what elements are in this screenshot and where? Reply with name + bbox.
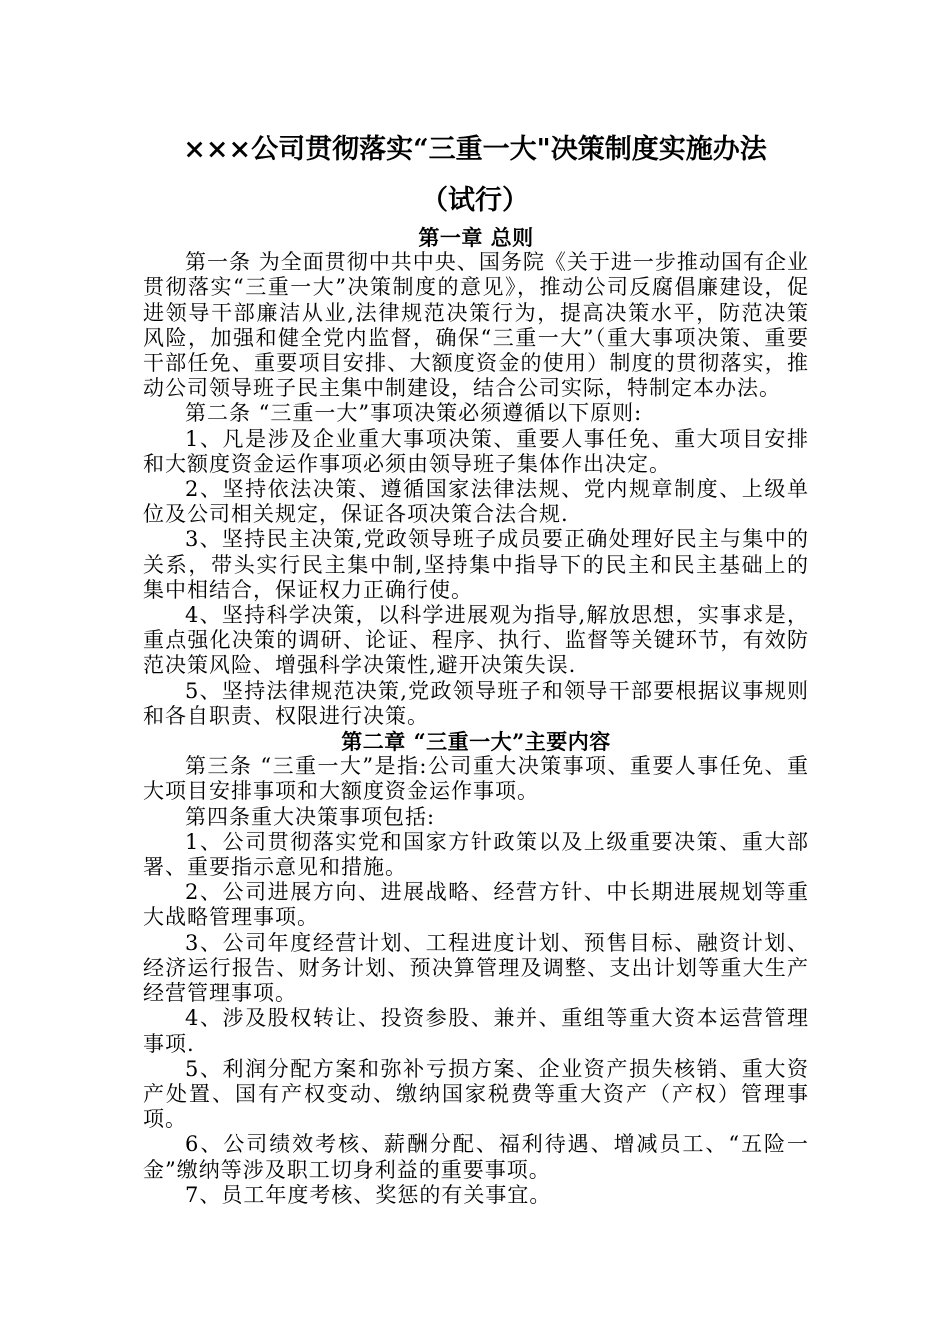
article-3-paragraph: 第三条 “三重一大”是指:公司重大决策事项、重要人事任免、重大项目安排事项和大额度资金运作事项。 — [143, 754, 809, 804]
principle-5-paragraph: 5、坚持法律规范决策,党政领导班子和领导干部要根据议事规则和各自职责、权限进行决策。 — [143, 678, 809, 728]
matter-4-paragraph: 4、涉及股权转让、投资参股、兼并、重组等重大资本运营管理事项. — [143, 1006, 809, 1056]
matter-2-paragraph: 2、公司进展方向、进展战略、经营方针、中长期进展规划等重大战略管理事项。 — [143, 880, 809, 930]
principle-2-paragraph: 2、坚持依法决策、遵循国家法律法规、党内规章制度、上级单位及公司相关规定，保证各项决策合法合规. — [143, 477, 809, 527]
principle-1-paragraph: 1、凡是涉及企业重大事项决策、重要人事任免、重大项目安排和大额度资金运作事项必须由领导班子集体作出决定。 — [143, 426, 809, 476]
principle-3-paragraph: 3、坚持民主决策,党政领导班子成员要正确处理好民主与集中的关系，带头实行民主集中制,坚持集中指导下的民主和民主基础上的集中相结合，保证权力正确行使。 — [143, 527, 809, 602]
article-2-paragraph: 第二条 “三重一大”事项决策必须遵循以下原则: — [185, 401, 643, 426]
matter-3-paragraph: 3、公司年度经营计划、工程进度计划、预售目标、融资计划、经济运行报告、财务计划、预决算管理及调整、支出计划等重大生产经营管理事项。 — [143, 930, 809, 1006]
article-4-paragraph: 第四条重大决策事项包括: — [185, 804, 436, 829]
document-title: ×××公司贯彻落实“三重一大"决策制度实施办法 — [183, 134, 767, 165]
matter-1-paragraph: 1、公司贯彻落实党和国家方针政策以及上级重要决策、重大部署、重要指示意见和措施。 — [143, 829, 809, 880]
document-subtitle: （试行） — [421, 185, 529, 216]
matter-5-paragraph: 5、利润分配方案和弥补亏损方案、企业资产损失核销、重大资产处置、国有产权变动、缴纳国家税费等重大资产（产权）管理事项。 — [143, 1056, 809, 1132]
matter-7-paragraph: 7、员工年度考核、奖惩的有关事宜。 — [185, 1182, 552, 1207]
document-body — [143, 225, 809, 1208]
article-1-paragraph: 第一条 为全面贯彻中共中央、国务院《关于进一步推动国有企业贯彻落实“三重一大”决策制度的意见》，推动公司反腐倡廉建设，促进领导干部廉洁从业,法律规范决策行为，提高决策水平，防范决策风险，加强和健全党内监督，确保“三重一大”（重大事项决策、重要干部任免、重要项目安排、大额度资金的使用）制度的贯彻落实，推动公司领导班子民主集中制建设，结合公司实际，特制定本办法。 — [143, 250, 809, 401]
matter-6-paragraph: 6、公司绩效考核、薪酬分配、福利待遇、增减员工、“五险一金”缴纳等涉及职工切身利益的重要事项。 — [143, 1132, 809, 1182]
principle-4-paragraph: 4、坚持科学决策，以科学进展观为指导,解放思想，实事求是，重点强化决策的调研、论证、程序、执行、监督等关键环节，有效防范决策风险、增强科学决策性,避开决策失误. — [143, 603, 809, 678]
chapter-2-heading: 第二章 “三重一大”主要内容 — [341, 729, 611, 755]
chapter-1-heading: 第一章 总则 — [418, 225, 534, 250]
